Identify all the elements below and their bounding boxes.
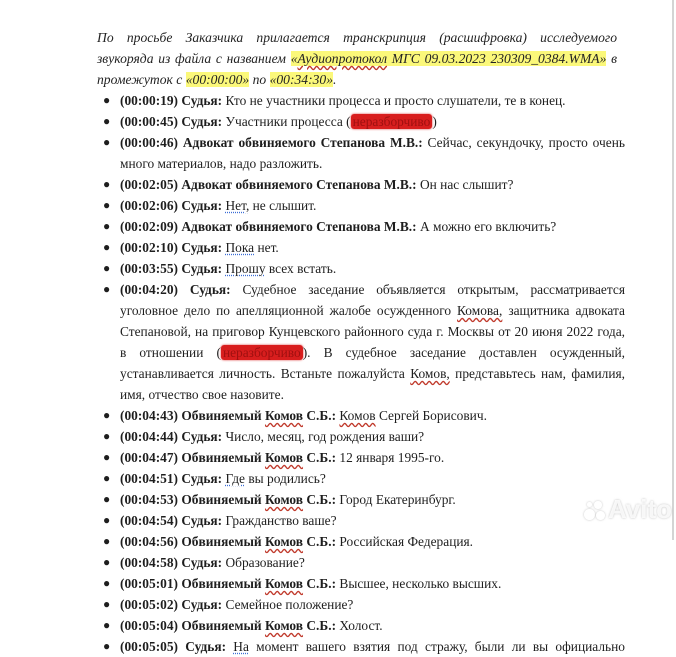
utterance: Холост. (336, 618, 383, 633)
speaker-initials: С.Б.: (303, 408, 337, 423)
utterance: А можно его включить? (416, 219, 557, 234)
speaker-name: Комов (264, 534, 304, 549)
timestamp: (00:04:53) (120, 492, 179, 507)
speaker-name: Комов (264, 576, 304, 591)
bullet-icon: ● (103, 576, 111, 590)
utterance: 12 января 1995-го. (336, 450, 445, 465)
speaker: Судья: (181, 261, 223, 276)
transcript-list (0, 90, 672, 657)
timestamp: (00:04:51) (120, 471, 179, 486)
timestamp: (00:00:46) (120, 135, 179, 150)
utterance: Сергей Борисович. (375, 408, 487, 423)
quote-mark: « (290, 51, 298, 66)
spell-marked-name: Комов, (410, 366, 450, 381)
file-word: Аудиопротокол (297, 51, 388, 66)
timestamp: (00:02:10) (120, 240, 179, 255)
speaker (181, 618, 336, 633)
timestamp: (00:04:58) (120, 555, 179, 570)
intro-text-2: в промежуток с (97, 51, 618, 87)
speaker (181, 408, 336, 423)
transcript-entry (0, 636, 625, 657)
speaker: Судья: (181, 93, 223, 108)
grammar-marked-word: Пока (225, 240, 255, 255)
utterance: Гражданство ваше? (222, 513, 337, 528)
transcript-entry (0, 279, 625, 405)
bullet-icon: ● (103, 282, 111, 296)
speaker-initials: С.Б.: (303, 576, 337, 591)
speaker-initials: С.Б.: (303, 492, 337, 507)
grammar-marked-word: Нет, (225, 198, 250, 213)
speaker-role: Обвиняемый (181, 450, 265, 465)
transcript-entry (0, 531, 625, 552)
utterance: вы родились? (244, 471, 326, 486)
timestamp: (00:04:20) (120, 282, 179, 297)
utterance: не слышит. (249, 198, 317, 213)
utterance: Город Екатеринбург. (336, 492, 456, 507)
speaker (181, 576, 336, 591)
transcript-entry (0, 216, 625, 237)
bullet-icon: ● (103, 471, 111, 485)
speaker-initials: С.Б.: (303, 450, 337, 465)
timestamp: (00:04:56) (120, 534, 179, 549)
speaker-name: Комов (264, 408, 304, 423)
bullet-icon: ● (103, 597, 111, 611)
grammar-marked-word: Прошу (225, 261, 266, 276)
utterance: представьтесь нам, фамилия, имя, отчество свое назовите. (120, 366, 625, 402)
utterance: Российская Федерация. (336, 534, 474, 549)
speaker: Адвокат обвиняемого Степанова М.В.: (181, 177, 417, 192)
speaker: Судья: (189, 282, 231, 297)
timestamp: (00:04:44) (120, 429, 179, 444)
period: . (333, 72, 337, 87)
speaker-initials: С.Б.: (303, 618, 337, 633)
speaker-name: Комов (264, 618, 304, 633)
utterance: Участники процесса ( (222, 114, 351, 129)
speaker: Судья: (181, 114, 223, 129)
redaction-mark: неразборчиво (352, 114, 431, 129)
bullet-icon: ● (103, 555, 111, 569)
timestamp: (00:05:05) (120, 639, 179, 654)
intro-paragraph (97, 27, 617, 90)
speaker (181, 534, 336, 549)
bullet-icon: ● (103, 513, 111, 527)
range-mid: по (249, 72, 270, 87)
transcript-entry (0, 111, 625, 132)
speaker-role: Обвиняемый (181, 576, 265, 591)
speaker: Адвокат обвиняемого Степанова М.В.: (182, 135, 423, 150)
speaker-role: Обвиняемый (181, 408, 265, 423)
transcript-entry (0, 132, 625, 174)
speaker (181, 492, 336, 507)
watermark-text: Avito (608, 494, 673, 524)
bullet-icon: ● (103, 198, 111, 212)
bullet-icon: ● (103, 450, 111, 464)
speaker: Судья: (185, 639, 227, 654)
transcript-entry (0, 594, 625, 615)
timestamp: (00:00:45) (120, 114, 179, 129)
timestamp: (00:00:19) (120, 93, 179, 108)
speaker-name: Комов (264, 492, 304, 507)
speaker (181, 450, 336, 465)
utterance: Семейное положение? (222, 597, 354, 612)
utterance: всех встать. (265, 261, 337, 276)
bullet-icon: ● (103, 114, 111, 128)
utterance: нет. (254, 240, 279, 255)
speaker: Судья: (181, 198, 223, 213)
timestamp: (00:05:02) (120, 597, 179, 612)
timestamp: (00:05:04) (120, 618, 179, 633)
utterance: Число, месяц, год рождения ваши? (222, 429, 425, 444)
transcript-entry (0, 174, 625, 195)
transcript-entry (0, 258, 625, 279)
spell-marked-name: Комова, (457, 303, 503, 318)
speaker: Адвокат обвиняемого Степанова М.В.: (181, 219, 417, 234)
bullet-icon: ● (103, 219, 111, 233)
utterance: Судебное заседание объявляется открытым, рассматривается уголовное дело по апелляционной жалобе осужденного (120, 282, 625, 318)
timestamp: (00:05:01) (120, 576, 179, 591)
utterance: Сейчас, секундочку, просто очень много материалов, надо разложить. (120, 135, 625, 171)
transcript-entry (0, 489, 625, 510)
redaction-mark: неразборчиво (222, 345, 301, 360)
speaker: Судья: (181, 597, 223, 612)
bullet-icon: ● (103, 135, 111, 149)
timestamp: (00:04:54) (120, 513, 179, 528)
range-end: «00:34:30» (269, 72, 333, 87)
timestamp: (00:02:09) (120, 219, 179, 234)
bullet-icon: ● (103, 261, 111, 275)
transcript-entry (0, 90, 625, 111)
bullet-icon: ● (103, 408, 111, 422)
speaker: Судья: (181, 513, 223, 528)
transcript-entry (0, 195, 625, 216)
file-name-rest: МГС 09.03.2023 230309_0384.WMA» (387, 51, 607, 66)
transcript-entry (0, 468, 625, 489)
grammar-marked-word: На (233, 639, 249, 654)
bullet-icon: ● (103, 639, 111, 653)
timestamp: (00:04:43) (120, 408, 179, 423)
utterance: Образование? (222, 555, 305, 570)
speaker-role: Обвиняемый (181, 618, 265, 633)
transcript-entry (0, 573, 625, 594)
timestamp: (00:02:05) (120, 177, 179, 192)
speaker-name: Комов (264, 450, 304, 465)
speaker-initials: С.Б.: (303, 534, 337, 549)
utterance-end: ) (432, 114, 437, 129)
speaker-role: Обвиняемый (181, 534, 265, 549)
intro-text: По просьбе Заказчика прилагается транскрипция (расшифровка) исследуемого звукоряда из файла с названием (97, 30, 617, 66)
speaker: Судья: (181, 429, 223, 444)
bullet-icon: ● (103, 492, 111, 506)
transcript-entry (0, 615, 625, 636)
transcript-entry (0, 447, 625, 468)
spell-marked-name: Комов (339, 408, 376, 423)
speaker: Судья: (181, 555, 223, 570)
timestamp: (00:02:06) (120, 198, 179, 213)
utterance: Он нас слышит? (416, 177, 514, 192)
file-name-highlight (291, 51, 607, 66)
bullet-icon: ● (103, 618, 111, 632)
transcript-entry (0, 405, 625, 426)
avito-logo-icon (584, 499, 606, 521)
bullet-icon: ● (103, 177, 111, 191)
bullet-icon: ● (103, 93, 111, 107)
speaker: Судья: (181, 240, 223, 255)
avito-watermark (584, 494, 672, 525)
utterance: момент вашего взятия под стражу, были ли вы официально (248, 639, 625, 654)
speaker: Судья: (181, 471, 223, 486)
bullet-icon: ● (103, 240, 111, 254)
transcript-entry (0, 426, 625, 447)
transcript-entry (0, 237, 625, 258)
range-start: «00:00:00» (185, 72, 250, 87)
timestamp: (00:04:47) (120, 450, 179, 465)
transcript-entry (0, 510, 625, 531)
speaker-role: Обвиняемый (181, 492, 265, 507)
utterance: Высшее, несколько высших. (336, 576, 502, 591)
transcript-entry (0, 552, 625, 573)
grammar-marked-word: Где (225, 471, 245, 486)
utterance: ). В судебное заседание доставлен осужденный, устанавливается личность. Встаньте пожалуйста (120, 345, 625, 381)
bullet-icon: ● (103, 429, 111, 443)
utterance: защитника адвоката Степановой, на приговор Кунцевского районного суда г. Москвы от 20 июня 2022 года, в отношении ( (120, 303, 625, 360)
bullet-icon: ● (103, 534, 111, 548)
timestamp: (00:03:55) (120, 261, 179, 276)
utterance: Кто не участники процесса и просто слушатели, те в конец. (222, 93, 566, 108)
